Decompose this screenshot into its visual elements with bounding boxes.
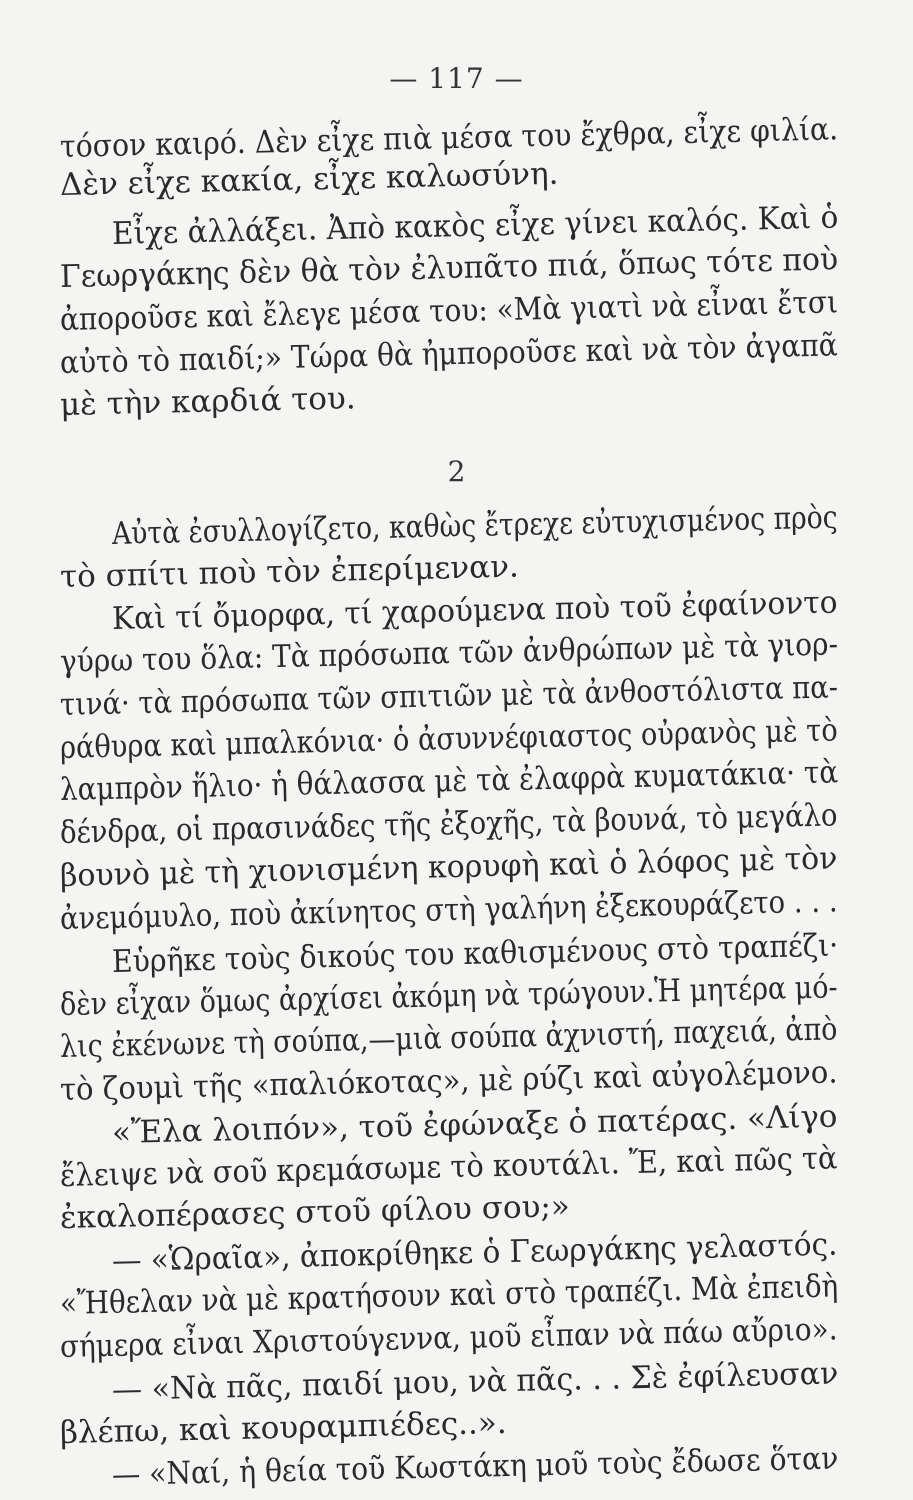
text-line: γύρω του ὅλα: Τὰ πρόσωπα τῶν ἀνθρώπων μὲ τὰ γιορ- <box>59 626 839 680</box>
text-line: δὲν εἶχαν ὅμως ἀρχίσει ἀκόμη νὰ τρώγουν.Ἡ μητέρα μό- <box>59 969 838 1023</box>
text-line: ἔλειψε νὰ σοῦ κρεμάσωμε τὸ κουτάλι. Ἔ, καὶ πῶς τὰ <box>59 1140 838 1194</box>
text-line: βουνὸ μὲ τὴ χιονισμένη κορυφὴ καὶ ὁ λόφος μὲ τὸν <box>59 840 838 894</box>
text-line: δένδρα, οἱ πρασινάδες τῆς ἐξοχῆς, τὰ βουνά, τὸ μεγάλο <box>59 797 838 851</box>
page-number: — 117 — <box>389 62 524 95</box>
text-line: Γεωργάκης δὲν θὰ τὸν ἐλυπᾶτο πιά, ὅπως τότε ποὺ <box>59 241 839 295</box>
text-line: αὐτὸ τὸ παιδί;» Τώρα θὰ ἠμποροῦσε καὶ νὰ τὸν ἀγαπᾶ <box>59 327 839 381</box>
text-line: τὸ σπίτι ποὺ τὸν ἐπερίμεναν. <box>59 548 520 595</box>
text-line: «Ἔλα λοιπόν», τοῦ ἐφώναξε ὁ πατέρας. «Λίγο <box>111 1098 838 1151</box>
text-line: Εὑρῆκε τοὺς δικούς του καθισμένους στὸ τραπέζι· <box>111 927 839 980</box>
text-line: Εἶχε ἀλλάξει. Ἀπὸ κακὸς εἶχε γίνει καλός. Καὶ ὁ <box>111 199 839 252</box>
text-line: λαμπρὸν ἥλιο· ἡ θάλασσα μὲ τὰ ἐλαφρὰ κυματάκια· τὰ <box>59 754 839 808</box>
text-line: τὸ ζουμὶ τῆς «παλιόκοτας», μὲ ρύζι καὶ αὐγολέμονο. <box>59 1054 838 1108</box>
text-line: σήμερα εἶναι Χριστούγεννα, μοῦ εἶπαν νὰ πάω αὔριο». <box>59 1311 838 1365</box>
text-line: τινά· τὰ πρόσωπα τῶν σπιτιῶν μὲ τὰ ἀνθοστόλιστα πα- <box>59 669 839 723</box>
section-number: 2 <box>447 455 466 488</box>
text-line: Αὐτὰ ἐσυλλογίζετο, καθὼς ἔτρεχε εὐτυχισμένος πρὸς <box>111 499 838 552</box>
text-line: — «Νὰ πᾶς, παιδί μου, νὰ πᾶς. . . Σὲ ἐφίλευσαν <box>111 1355 839 1408</box>
text-line: ἀνεμόμυλο, ποὺ ἀκίνητος στὴ γαλήνη ἐξεκουράζετο . . . <box>59 883 838 937</box>
text-line: ἀποροῦσε καὶ ἔλεγε μέσα του: «Μὰ γιατὶ νὰ εἶναι ἔτσι <box>59 284 839 338</box>
text-line: βλέπω, καὶ κουραμπιέδες..». <box>59 1404 507 1451</box>
text-line: μὲ τὴν καρδιά του. <box>59 380 357 423</box>
text-line: — «Ναί, ἡ θεία τοῦ Κωστάκη μοῦ τοὺς ἔδωσε ὅταν <box>111 1440 839 1493</box>
text-line: ἐκαλοπέρασες στοῦ φίλου σου;» <box>59 1188 571 1236</box>
text-line: ράθυρα καὶ μπαλκόνια· ὁ ἀσυννέφιαστος οὐρανὸς μὲ τὸ <box>59 712 839 766</box>
text-line: Δὲν εἶχε κακία, εἶχε καλωσύνη. <box>59 155 559 203</box>
text-line: λις ἐκένωνε τὴ σούπα,—μιὰ σούπα ἀχνιστή, παχειά, ἀπὸ <box>59 1011 838 1065</box>
text-line: τόσον καιρό. Δὲν εἶχε πιὰ μέσα του ἔχθρα, εἶχε φιλία. <box>59 111 839 165</box>
text-line: Καὶ τί ὄμορφα, τί χαρούμενα ποὺ τοῦ ἐφαίνοντο <box>111 584 838 637</box>
text-line: «Ἤθελαν νὰ μὲ κρατήσουν καὶ στὸ τραπέζι. Μὰ ἐπειδὴ <box>59 1268 839 1322</box>
text-line: — «Ὡραῖα», ἀποκρίθηκε ὁ Γεωργάκης γελαστός. <box>111 1226 838 1279</box>
